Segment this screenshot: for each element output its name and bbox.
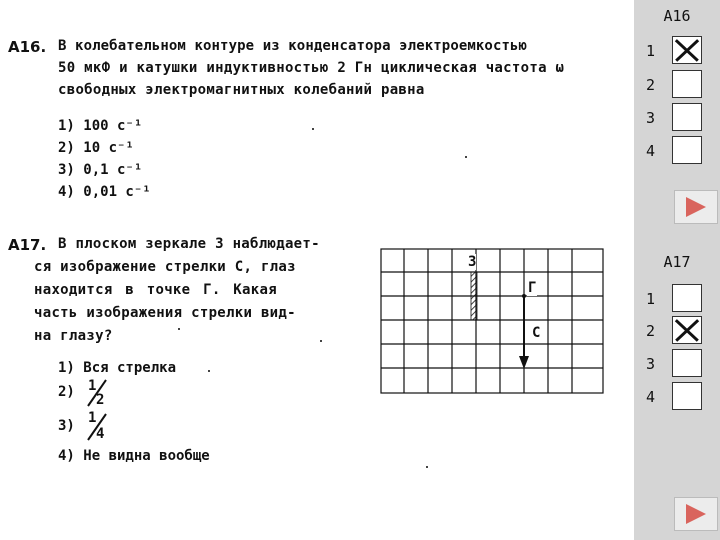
a17-option-3-numerator: 1: [88, 410, 97, 426]
play-triangle-icon: [686, 504, 706, 524]
a16-answer-checkbox-2[interactable]: [672, 70, 702, 98]
question-a16-line-3: свободных электромагнитных колебаний равна: [58, 82, 425, 98]
a17-answer-checkbox-2[interactable]: [672, 316, 702, 344]
eye-label: Г: [528, 280, 537, 296]
a16-option-2: 2) 10 с⁻¹: [58, 140, 134, 156]
scan-speck: [312, 128, 314, 130]
mirror-figure: [380, 248, 604, 394]
a17-answer-number-1: 1: [646, 290, 656, 308]
a17-option-1: 1) Вся стрелка: [58, 360, 177, 376]
question-a16-number: A16.: [8, 38, 47, 56]
scan-speck: [465, 156, 467, 158]
scan-speck: [320, 340, 322, 342]
a16-answer-number-2: 2: [646, 76, 656, 94]
question-a17-number: A17.: [8, 236, 47, 254]
scan-speck: [426, 466, 428, 468]
a17-option-2-denominator: 2: [96, 392, 105, 408]
scan-speck: [208, 370, 210, 372]
question-a17-line-1: В плоском зеркале З наблюдает-: [58, 236, 320, 252]
a16-answer-number-3: 3: [646, 109, 656, 127]
grid: [381, 249, 603, 393]
a17-answer-number-4: 4: [646, 388, 656, 406]
question-a17-line-5: на глазу?: [34, 328, 113, 344]
a16-option-4: 4) 0,01 с⁻¹: [58, 184, 151, 200]
question-a17-line-3: находится в точке Г. Какая: [34, 282, 277, 298]
a17-answer-checkbox-4[interactable]: [672, 382, 702, 410]
question-a17-line-4: часть изображения стрелки вид-: [34, 305, 296, 321]
play-triangle-icon: [686, 197, 706, 217]
arrow-label: С: [532, 325, 541, 341]
a17-answer-checkbox-1[interactable]: [672, 284, 702, 312]
a16-answer-checkbox-4[interactable]: [672, 136, 702, 164]
a17-option-2-label: 2): [58, 384, 75, 400]
eye-point: [522, 294, 526, 298]
panel-a16-title: А16: [663, 7, 691, 25]
a17-option-2-numerator: 1: [88, 378, 97, 394]
scan-speck: [178, 328, 180, 330]
a17-option-4: 4) Не видна вообще: [58, 448, 210, 464]
a17-answer-checkbox-3[interactable]: [672, 349, 702, 377]
a16-next-button[interactable]: [674, 190, 718, 224]
a17-answer-number-2: 2: [646, 322, 656, 340]
question-a17-line-2: ся изображение стрелки С, глаз: [34, 259, 296, 275]
a16-answer-number-4: 4: [646, 142, 656, 160]
mirror-label: З: [468, 254, 477, 270]
question-a16-line-1: В колебательном контуре из конденсатора электроемкостью: [58, 38, 528, 54]
panel-a17-title: А17: [663, 253, 691, 271]
a16-answer-number-1: 1: [646, 42, 656, 60]
a17-next-button[interactable]: [674, 497, 718, 531]
question-a16-line-2: 50 мкФ и катушки индуктивностью 2 Гн циклическая частота ω: [58, 60, 565, 76]
a16-option-3: 3) 0,1 с⁻¹: [58, 162, 143, 178]
arrow-c: [519, 296, 529, 369]
a16-answer-checkbox-3[interactable]: [672, 103, 702, 131]
a17-option-3-denominator: 4: [96, 426, 105, 442]
a16-answer-checkbox-1[interactable]: [672, 36, 702, 64]
a17-option-3-label: 3): [58, 418, 75, 434]
mirror: [471, 272, 477, 320]
a16-option-1: 1) 100 с⁻¹: [58, 118, 143, 134]
answer-panel: [634, 0, 720, 540]
a17-answer-number-3: 3: [646, 355, 656, 373]
